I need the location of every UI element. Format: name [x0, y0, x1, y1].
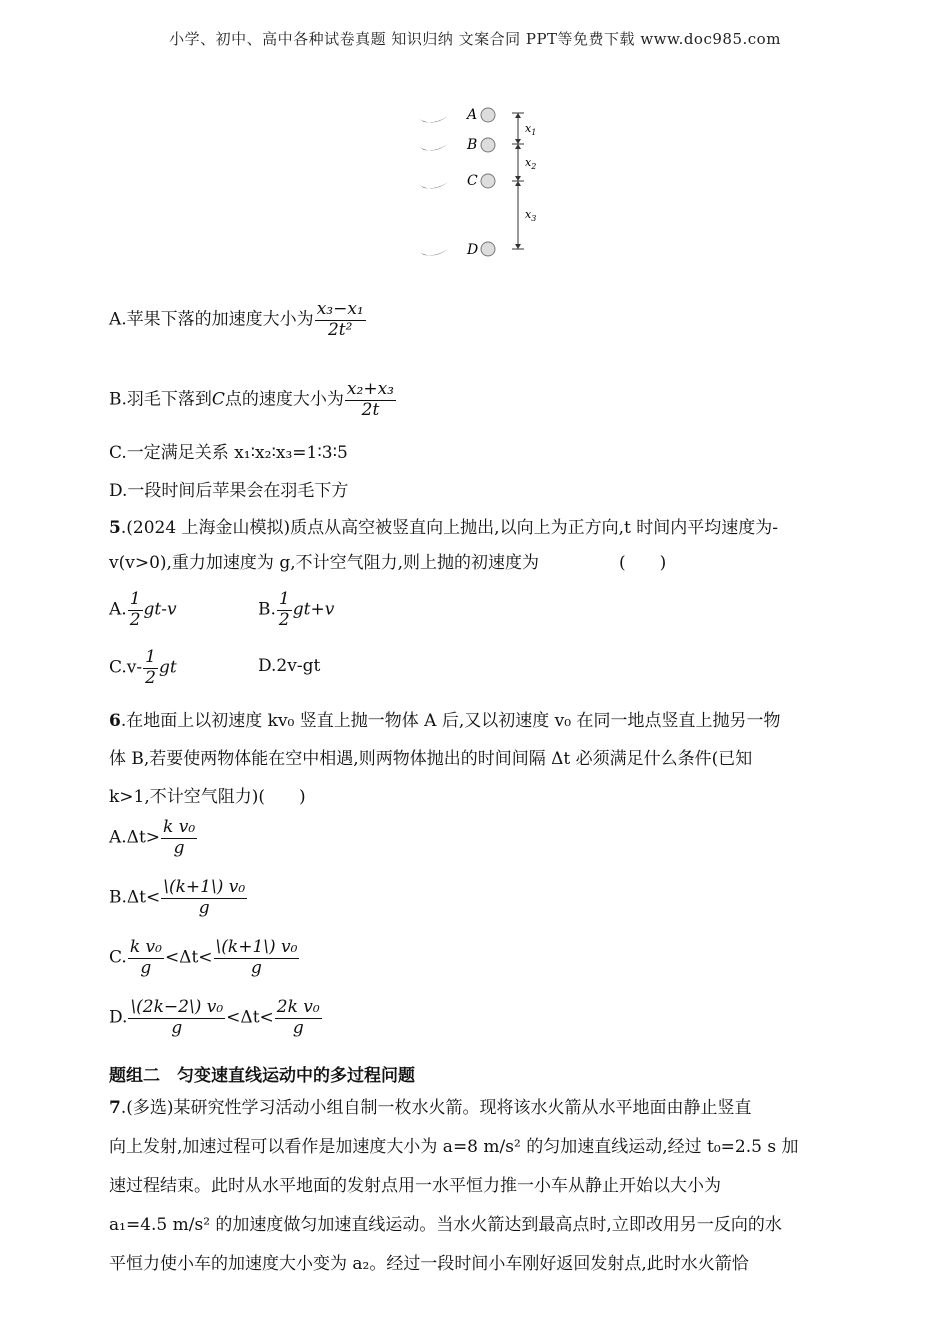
- q5-option-d: D.2v-gt: [258, 656, 321, 676]
- point-label-a: A: [467, 107, 478, 123]
- apple-icon: [481, 108, 495, 256]
- q7-line4: a₁=4.5 m/s² 的加速度做匀加速直线运动。当水火箭达到最高点时,立即改用另一反向的水: [109, 1215, 782, 1235]
- point-label-c: C: [467, 173, 478, 189]
- answer-blank: ( ): [619, 553, 667, 573]
- q5-option-b: B. $\frac{1}{2}$ gt+v: [258, 589, 335, 630]
- interval-label-x3: $x_3$: [525, 208, 537, 223]
- q7-line5: 平恒力使小车的加速度大小变为 a₂。经过一段时间小车刚好返回发射点,此时水火箭恰: [109, 1254, 749, 1274]
- q5-option-c: C.v- $\frac{1}{2}$ gt: [109, 647, 177, 688]
- q6-option-c: C. $\frac{\text{k v₀}}{g}$ <Δt< $\frac{\text{\textbackslash{}(k+1\textbackslash{}) v₀}}{g}$: [109, 937, 298, 978]
- q7-line3: 速过程结束。此时从水平地面的发射点用一水平恒力推一小车从静止开始以大小为: [109, 1176, 721, 1196]
- point-label-d: D: [467, 242, 479, 258]
- q7-line2: 向上发射,加速过程可以看作是加速度大小为 a=8 m/s² 的匀加速直线运动,经过 t₀=2.5 s 加: [109, 1137, 799, 1157]
- q7-stem: [109, 1089, 841, 1284]
- point-label-b: B: [467, 137, 478, 153]
- q4-option-b: B.羽毛下落到C点的速度大小为 $\frac{\text{x₂+x₃}}{2t}$: [109, 379, 394, 420]
- fraction: $\frac{\text{x₂+x₃}}{2t}$: [346, 379, 394, 420]
- feather-apple-figure: [410, 98, 550, 266]
- feather-icon: [418, 116, 448, 256]
- q6-option-a: A.Δt> $\frac{\text{k v₀}}{g}$: [109, 817, 196, 858]
- q6-stem-line1: 6.在地面上以初速度 kv₀ 竖直上抛一物体 A 后,又以初速度 v₀ 在同一地点竖直上抛另一物: [109, 711, 781, 731]
- q7-line1: 7.(多选)某研究性学习活动小组自制一枚水火箭。现将该水火箭从水平地面由静止竖直: [109, 1098, 752, 1118]
- q4-option-d: D.一段时间后苹果会在羽毛下方: [109, 481, 349, 501]
- q6-option-b: B.Δt< $\frac{\text{\textbackslash{}(k+1\textbackslash{}) v₀}}{g}$: [109, 877, 246, 918]
- section-title: 题组二 匀变速直线运动中的多过程问题: [109, 1066, 415, 1086]
- q5-stem-line2: v(v>0),重力加速度为 g,不计空气阻力,则上抛的初速度为 ( ): [109, 553, 667, 573]
- fraction: $\frac{\text{x₃−x₁}}{\text{2t²}}$: [316, 299, 364, 340]
- page-header: 小学、初中、高中各种试卷真题 知识归纳 文案合同 PPT等免费下载 www.doc985.com: [169, 30, 781, 48]
- q5-option-a: A. $\frac{1}{2}$ gt-v: [109, 589, 177, 630]
- interval-label-x1: $x_1$: [525, 122, 537, 137]
- interval-label-x2: $x_2$: [525, 156, 537, 171]
- q4-option-a: A.苹果下落的加速度大小为 $\frac{\text{x₃−x₁}}{\text{2t²}}$: [109, 299, 364, 340]
- q5-stem-line1: 5.(2024 上海金山模拟)质点从高空被竖直向上抛出,以向上为正方向,t 时间内平均速度为-: [109, 518, 778, 538]
- q6-option-d: D. $\frac{\text{\textbackslash{}(2k−2\textbackslash{}) v₀}}{g}$ <Δt< $\frac{\text{2k v₀}}{g}$: [109, 997, 320, 1038]
- q6-stem-line3: k>1,不计空气阻力)( ): [109, 787, 306, 807]
- q4-option-c: C.一定满足关系 x₁∶x₂∶x₃=1∶3∶5: [109, 443, 348, 463]
- q6-stem-line2: 体 B,若要使两物体能在空中相遇,则两物体抛出的时间间隔 Δt 必须满足什么条件(已知: [109, 749, 753, 769]
